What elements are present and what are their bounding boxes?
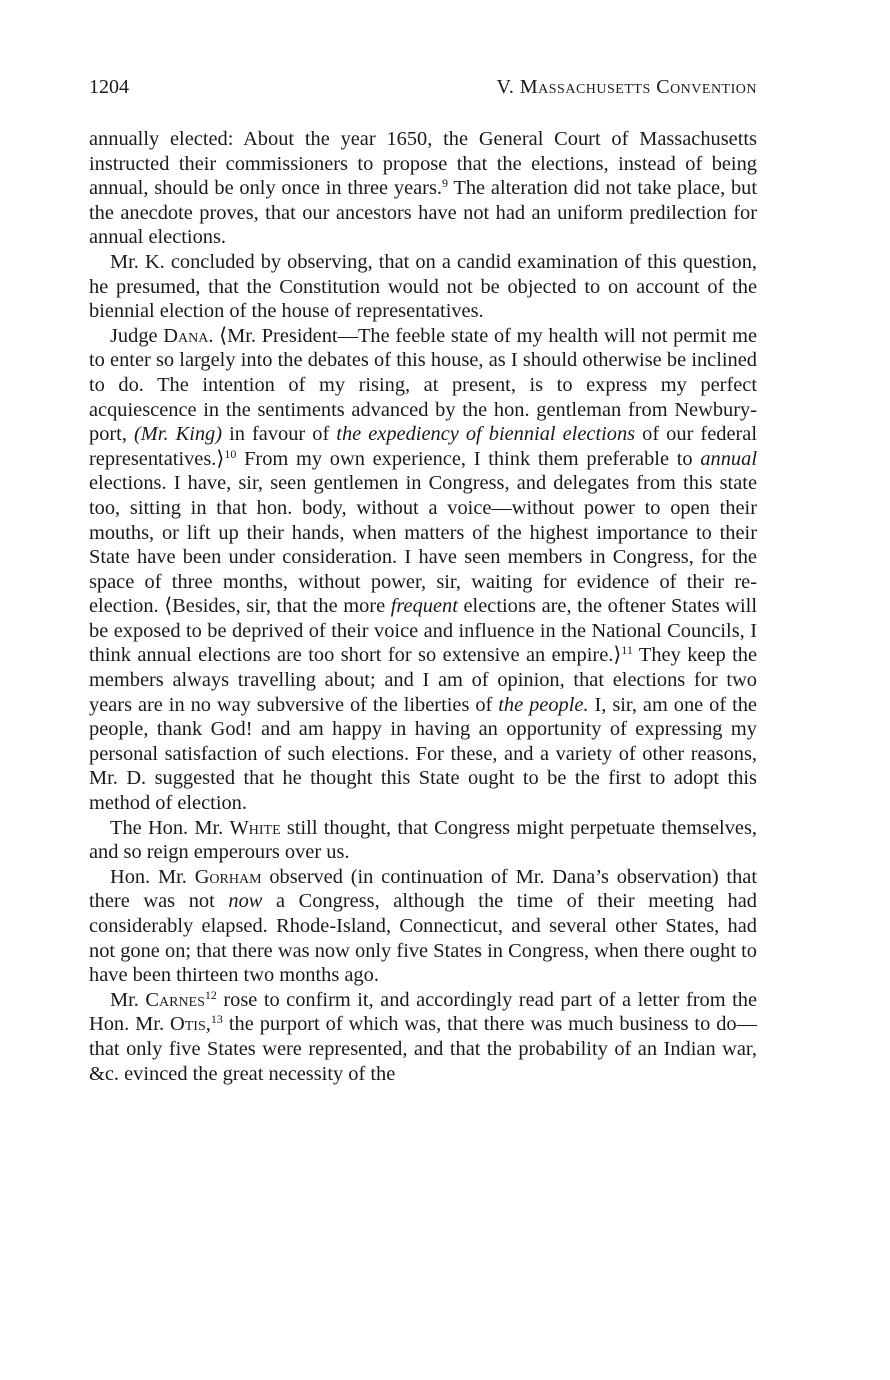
text-run: Mr. <box>110 988 146 1011</box>
italic-run: annual <box>700 447 757 470</box>
paragraph <box>89 324 757 816</box>
footnote-ref: 13 <box>210 1012 223 1027</box>
italic-run: now <box>228 890 263 913</box>
paragraph <box>89 865 757 988</box>
paragraph <box>89 127 757 250</box>
text-run: a Congress, although the time of their meeting had considerably elapsed. Rhode-Island, Connecticut, and several other States, had not gone on; that there was now only five States in Congress, when there ought to have been thirteen two months ago. <box>89 890 757 987</box>
body-text <box>89 127 757 1086</box>
italic-run: the expediency of biennial elections <box>336 423 636 446</box>
text-run: the purport of which was, that there was much business to do—that only five States were represented, and that the probability of an Indian war, &c. evinced the great necessity of the <box>89 1013 757 1085</box>
text-run: . ⟨Mr. President—The feeble state of my health will not permit me to enter so largely into the debates of this house, as I should otherwise be inclined to do. The intention of my rising, at present, is to express my perfect acquiescence in the sentiments advanced by the hon. gentleman from Newbury-port, <box>89 324 757 446</box>
text-run: From my own experience, I think them preferable to <box>236 447 701 470</box>
text-run: still thought, that Congress might perpetuate themselves, and so reign emperours over us. <box>89 816 757 864</box>
text-run: Hon. Mr. <box>110 865 195 888</box>
text-run: , <box>205 1013 211 1036</box>
text-run: Judge <box>110 324 164 347</box>
text-run: annually elected: About the year 1650, the General Court of Massachusetts instructed their commissioners to propose that the elections, instead of being annual, should be only once in three years. <box>89 128 757 200</box>
paragraph <box>89 988 757 1086</box>
text-run: rose to confirm it, and accordingly read part of a letter from the Hon. Mr. <box>89 988 757 1036</box>
text-run: elections. I have, sir, seen gentlemen in Congress, and delegates from this state too, sitting in that hon. body, without a voice—without power to open their mouths, or lift up their hands, when matters of the highest importance to their State have been under consideration. I have seen members in Congress, for the space of three months, without power, sir, waiting for evidence of their re-election. ⟨Besides, sir, that the more <box>89 472 757 618</box>
text-run: I, sir, am one of the people, thank God! and am happy in having an opportunity of expressing my personal satisfaction of such elections. For these, and a variety of other reasons, Mr. D. suggested that he thought this State ought to be the first to adopt this method of election. <box>89 693 757 815</box>
text-run: The Hon. Mr. <box>110 816 230 839</box>
footnote-ref: 10 <box>224 446 237 461</box>
italic-run: (Mr. King) <box>134 423 223 446</box>
text-run: elections are, the oftener States will be exposed to be deprived of their voice and influence in the National Councils, I think annual elections are too short for so extensive an empire.⟩ <box>89 595 757 667</box>
page-header <box>89 76 757 99</box>
footnote-ref: 9 <box>442 176 448 191</box>
italic-run: the people. <box>498 693 589 716</box>
text-run: They keep the members always travelling about; and I am of opinion, that elections for two years are in no way subversive of the liberties of <box>89 644 757 716</box>
page-number: 1204 <box>89 76 129 98</box>
footnote-ref: 12 <box>204 987 217 1002</box>
small-caps-run: Gorham <box>194 865 262 888</box>
text-run: Mr. K. concluded by observing, that on a candid examination of this question, he presumed, that the Constitution would not be objected to on account of the biennial election of the house of representatives. <box>89 250 757 323</box>
small-caps-run: Otis <box>170 1013 206 1036</box>
paragraph <box>89 816 757 865</box>
italic-run: frequent <box>390 595 458 618</box>
small-caps-run: Dana <box>163 324 209 347</box>
small-caps-run: Carnes <box>145 988 205 1011</box>
running-head: V. Massachusetts Convention <box>496 76 757 98</box>
text-run: The alteration did not take place, but the anecdote proves, that our ancestors have not had an uniform predilection for annual elections. <box>89 177 758 249</box>
small-caps-run: White <box>229 816 281 839</box>
text-run: of our federal representatives.⟩ <box>89 423 758 470</box>
text-run: in favour of <box>222 423 337 446</box>
footnote-ref: 11 <box>621 643 633 658</box>
text-run: observed (in continuation of Mr. Dana’s observation) that there was not <box>89 865 757 913</box>
paragraph <box>89 250 757 324</box>
